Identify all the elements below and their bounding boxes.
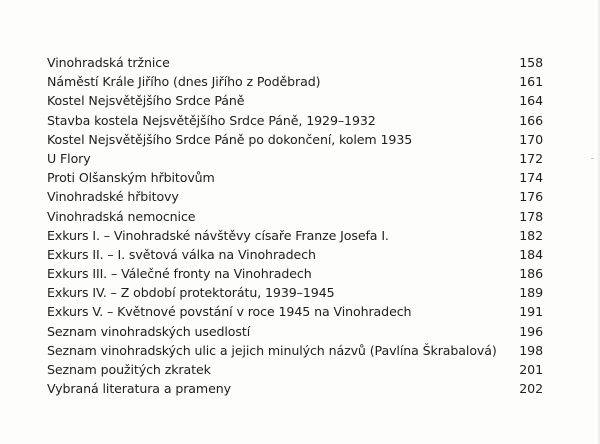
toc-entry-page: 202 (519, 381, 543, 397)
toc-entry (47, 245, 543, 264)
toc-entry-title: Kostel Nejsvětějšího Srdce Páně po dokončení, kolem 1935 (47, 131, 413, 147)
toc-entry (47, 341, 543, 360)
toc-entry (47, 72, 543, 91)
toc-entry (47, 91, 543, 110)
toc-entry-page: 184 (519, 246, 543, 262)
toc-entry-title: U Flory (47, 150, 91, 166)
toc-entry-page: 170 (519, 131, 543, 147)
toc-entry-title: Seznam vinohradských ulic a jejich minulých názvů (Pavlína Škrabalová) (47, 342, 497, 358)
toc-entry-page: 201 (519, 362, 543, 377)
toc-entry-title: Exkurs III. – Válečné fronty na Vinohradech (47, 266, 312, 282)
toc-entry-page: 189 (519, 285, 543, 301)
toc-entry (47, 168, 543, 187)
toc-entry-page: 196 (519, 323, 543, 339)
toc-entry (47, 207, 543, 226)
toc-entry-title: Stavba kostela Nejsvětějšího Srdce Páně, 1929–1932 (47, 112, 376, 128)
toc-entry-page: 164 (519, 93, 543, 109)
toc-entry-page: 186 (519, 266, 543, 282)
toc-entry-page: 158 (519, 55, 543, 70)
toc-entry-page: 191 (519, 304, 543, 320)
scan-speck (591, 158, 594, 159)
toc-entry (47, 302, 543, 321)
toc-entry (47, 226, 543, 245)
toc-entry-title: Exkurs V. – Květnové povstání v roce 1945 na Vinohradech (47, 304, 412, 320)
toc-entry (47, 379, 543, 398)
toc-entry-page: 182 (519, 227, 543, 243)
toc-entry-title: Vybraná literatura a prameny (47, 381, 231, 397)
toc-entry-title: Exkurs II. – I. světová válka na Vinohradech (47, 246, 316, 262)
toc-entry (47, 53, 543, 72)
toc-entry-title: Seznam vinohradských usedlostí (47, 323, 251, 339)
toc-entry-page: 172 (519, 150, 543, 166)
toc-entry-title: Náměstí Krále Jiřího (dnes Jiřího z Poděbrad) (47, 74, 321, 90)
toc-entry (47, 149, 543, 168)
toc-entry-title: Proti Olšanským hřbitovům (47, 170, 215, 186)
toc-entry (47, 111, 543, 130)
toc-entry (47, 360, 543, 379)
toc-entry (47, 187, 543, 206)
toc-entry (47, 322, 543, 341)
toc-entry-page: 178 (519, 208, 543, 224)
toc-entry-page: 198 (519, 342, 543, 358)
table-of-contents (47, 53, 543, 398)
toc-entry (47, 264, 543, 283)
toc-entry-title: Vinohradské hřbitovy (47, 189, 179, 205)
toc-entry (47, 283, 543, 302)
toc-entry-page: 166 (519, 112, 543, 128)
toc-entry-page: 174 (519, 170, 543, 186)
toc-entry-title: Kostel Nejsvětějšího Srdce Páně (47, 93, 245, 109)
toc-entry-title: Exkurs I. – Vinohradské návštěvy císaře Franze Josefa I. (47, 227, 389, 243)
toc-entry-title: Vinohradská nemocnice (47, 208, 196, 224)
toc-entry-page: 176 (519, 189, 543, 205)
toc-entry-title: Seznam použitých zkratek (47, 362, 211, 377)
toc-entry (47, 130, 543, 149)
toc-entry-page: 161 (519, 74, 543, 90)
toc-entry-title: Exkurs IV. – Z období protektorátu, 1939–1945 (47, 285, 335, 301)
toc-entry-title: Vinohradská tržnice (47, 55, 170, 70)
